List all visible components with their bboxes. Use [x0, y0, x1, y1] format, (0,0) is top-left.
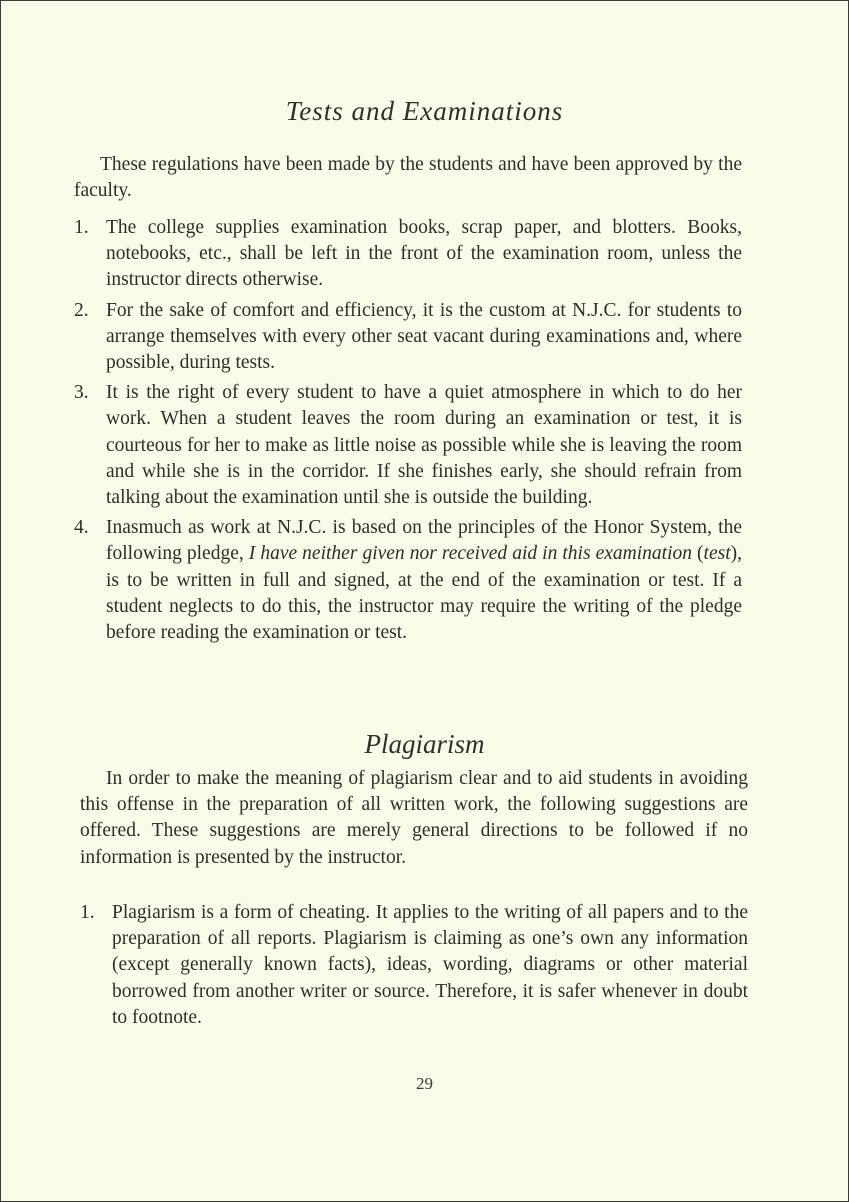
plagiarism-rules-list — [80, 900, 748, 1035]
list-item — [80, 900, 748, 1031]
list-item — [74, 215, 742, 294]
page-number: 29 — [416, 1074, 433, 1093]
list-item-number: 3. — [74, 382, 89, 404]
plagiarism-intro-paragraph: In order to make the meaning of plagiarism clear and to aid students in avoiding this offense in the preparation of all written work, the following suggestions are offered. These suggestions are merely general directions to be followed if no information is presented by the instructor. — [80, 768, 748, 868]
list-item-text-after: , is to be written in full and signed, at the end of the examination or test. If a student neglects to do this, the instructor may require the writing of the pledge before reading the examination or test. — [106, 543, 743, 644]
pledge-paren-close: ) — [730, 543, 738, 565]
page-title: Tests and Examinations — [285, 96, 564, 126]
honor-pledge-alt: test — [703, 543, 731, 565]
exam-rules-list — [74, 215, 742, 650]
list-item-text: Plagiarism is a form of cheating. It applies to the writing of all papers and to the preparation of all reports. Plagiarism is claiming as one’s own any information (except generally known facts), ideas, wording, diagrams or other material borrowed from another writer or source. Therefore, it is safer whenever in doubt to footnote. — [112, 902, 748, 1028]
list-item — [74, 298, 742, 377]
list-item-text-before: Inasmuch as work at N.J.C. is based on the principles of the Honor System, the following pledge, — [106, 517, 742, 565]
list-item-text: The college supplies examination books, scrap paper, and blotters. Books, notebooks, etc., shall be left in the front of the examination room, unless the instructor directs otherwise. — [106, 217, 742, 291]
list-item-number: 2. — [74, 299, 89, 321]
plagiarism-heading: Plagiarism — [364, 729, 485, 759]
list-item-text: It is the right of every student to have a quiet atmosphere in which to do her work. When a student leaves the room during an examination or test, it is courteous for her to make as little noise as possible while she is leaving the room and while she is in the corridor. If she finishes early, she should refrain from talking about the examination until she is outside the building. — [106, 382, 742, 509]
list-item-number: 4. — [74, 517, 89, 539]
honor-pledge: I have neither given nor received aid in this examination — [248, 543, 692, 565]
list-item — [74, 380, 742, 511]
list-item — [74, 515, 742, 646]
pledge-paren-open: ( — [692, 543, 704, 565]
list-item-number: 1. — [74, 217, 89, 238]
intro-paragraph: These regulations have been made by the students and have been approved by the faculty. — [74, 154, 742, 202]
list-item-number: 1. — [80, 902, 95, 923]
list-item-text: For the sake of comfort and efficiency, it is the custom at N.J.C. for students to arrange themselves with every other seat vacant during examinations and, where possible, during tests. — [106, 299, 742, 374]
